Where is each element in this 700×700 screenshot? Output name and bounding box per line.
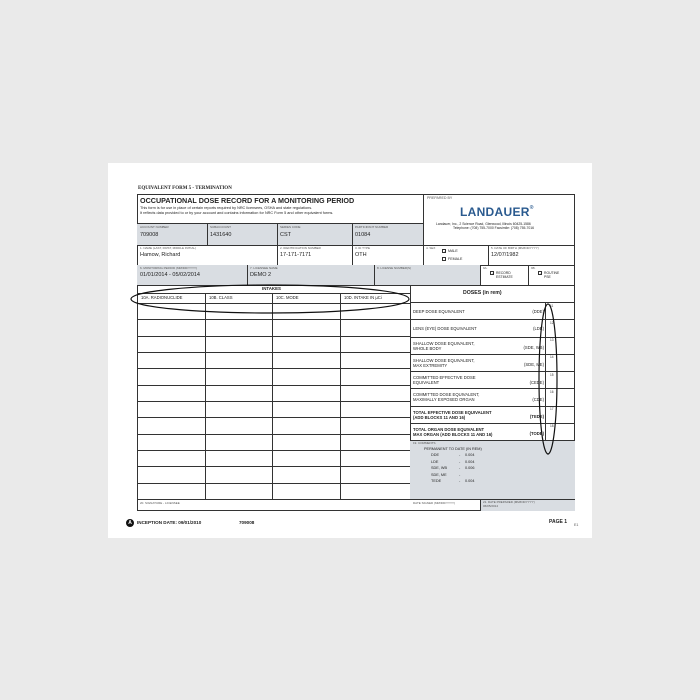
id-type: OTH [355,252,367,258]
dose-label: SHALLOW DOSE EQUIVALENT, MAX EXTREMITY [413,357,475,368]
description-line-2: It reflects data provided to or by your account and contains information for NRC Form 5 and other equivalent forms. [140,211,334,215]
sex-label: 4. SEX [426,246,436,250]
record-estimate-label: RECORD ESTIMATE [496,271,513,280]
licensee-name: DEMO 2 [250,272,272,278]
signature-label: 20. SIGNATURE - LICENSEE [140,501,180,505]
dose-row-number: 11 [550,303,554,308]
subaccount: 1431640 [210,232,232,238]
account-number: 709008 [140,232,159,238]
inception-badge: A [126,519,134,527]
landauer-logo: LANDAUER® [460,205,534,219]
dose-label: TOTAL ORGAN DOSE EQUIVALENT MAX ORGAN (ADD BLOCKS 11 AND 16) [413,426,493,437]
date-prepared: 06/05/2014 [483,504,499,508]
record-checkbox: ✓ [491,271,495,276]
comment-dose-key: SDE, WB [431,466,448,470]
dose-row-number: 12 [550,320,554,325]
dose-row-number: 17 [550,407,554,411]
prepared-by-phone: Telephone: (708) 755-7000 Facsimile: (708) 755-7016 [453,226,535,230]
comment-dose-key: SDE, ME [431,472,447,477]
form-document: EQUIVALENT FORM 5 - TERMINATION OCCUPATIONAL DOSE RECORD FOR A MONITORING PERIOD This form is for use in place of certain reports required by NRC licensees, OSHA and state regulations. It reflects data provided to or by your account and contains information for NRC Form 5 and other equivalent forms. PREPARED BY LANDAUER® Landauer, Inc., 2 Science Road, Glenwood, Illinois 60425-1586 Telephone: (708) 755-7000 Facsimile: (708) 755-7016 ACCOUNT NUMBER 709008 SUBACCOUNT 1431640 SERIES CODE CST PARTICIPANT NUMBER 01084 1. NAME (LAST, FIRST, MIDDLE INITIAL) Hamow, Richard 2. IDENTIFICATION NUMBER 17-171-7171 3. ID TYPE OTH 4. SEX ✓ MALE FEMALE 5. DATE OF BIRTH (MM/DD/YYYY) 12/07/1982 6. MONITORING PERIOD (MM/DD/YYYY) 01/01/2014 - 05/02/2014 7. LICENSEE NAME DEMO 2 8. LICENSE NUMBER(S) 9A. ✓ RECORD ESTIMATE 9B. ✓ ROUTINE PSE INTAKES DOSES (in rem) 10A. RADIONUCLIDE 10B. CLASS 10C. MODE 10D. INTAKE IN µCi DEEP DOSE EQUIVALENT (DDE) 11 LENS (EYE) DOSE EQUIVALENT (LDE) 12 SHALLOW DOSE EQUIVALENT, WHOLE BODY (SDE, WB) 13 SHALLOW DOSE EQUIVALENT, MAX EXTREMITY (SDE, ME) 14 COMMITTED EFFECTIVE DOSE EQUIVALENT (CEDE) 15 COMMITTED DOSE EQUIVALENT, MAXIMALLY EXPOSED ORGAN (CDE) 16 TOTAL EFFECTIVE DOSE EQUIVALENT (ADD BLOCKS 11 AND 16) (TEDE) 17 TOTAL ORGAN DOSE EQUIVALENT MAX ORGAN (ADD BLOCKS 11 AND 16) (TODE) 18 19. COMMENTS PERMANENT TO DATE (IN REM) DDE - 0.004 LDE - 0.004 SDE, WB - 0.006 SDE, ME - TEDE - 0.004 20. SIGNATURE - LICENSEE DATE SIGNED (MM/DD/YYYY) 21. DATE PREPARED (MM/DD/YYYY) 06/05/2014 A INCEPTION DATE: 09/01/2010 709008 PAGE 1 E1 [108,163,592,538]
comment-dose-value: 0.004 [465,459,475,464]
dose-row-number: 16 [550,389,554,394]
form-id: EQUIVALENT FORM 5 - TERMINATION [138,186,232,191]
intake-row-line [137,368,410,369]
dose-label: SHALLOW DOSE EQUIVALENT, WHOLE BODY [413,340,475,351]
comment-dose-key: LDE [431,459,439,464]
comments-heading: PERMANENT TO DATE (IN REM) [424,447,482,451]
routine-pse-label: ROUTINE PSE [544,271,560,280]
dose-abbr: (SDE, WB) [523,345,544,350]
participant-name: Hamow, Richard [140,252,181,258]
comment-dose-value: 0.004 [465,453,475,457]
id-type-label: 3. ID TYPE [355,246,370,250]
dose-row-number: 15 [550,372,554,377]
name-label: 1. NAME (LAST, FIRST, MIDDLE INITIAL) [140,246,197,250]
id-number: 17-171-7171 [280,252,312,258]
doses-header: DOSES (in rem) [463,290,502,296]
dose-label: COMMITTED EFFECTIVE DOSE EQUIVALENT [413,375,476,386]
comment-dose-value: 0.006 [465,466,475,470]
intakes-header: INTAKES [262,286,281,291]
intake-headers-ellipse [128,283,418,323]
description-line-1: This form is for use in place of certain reports required by NRC licensees, OSHA and state regulations. [140,206,313,210]
intake-row-line [137,417,410,418]
monitoring-period: 01/01/2014 - 05/02/2014 [140,272,200,278]
intake-column-header: 10A. RADIONUCLIDE [141,295,183,300]
dose-row-number: 18 [550,424,554,429]
date-prepared-label: 21. DATE PREPARED (MM/DD/YYYY) [483,500,535,504]
date-of-birth: 12/07/1982 [491,252,519,258]
prepared-by-label: PREPARED BY [427,196,453,200]
dose-row-number: 13 [550,338,554,342]
intake-column-header: 10D. INTAKE IN µCi [344,295,382,300]
dob-label: 5. DATE OF BIRTH (MM/DD/YYYY) [491,246,539,250]
dose-abbr: (CEDE) [529,379,544,385]
page-sub: E1 [574,523,579,527]
inception-date: INCEPTION DATE: 09/01/2010 [137,520,202,525]
comment-dose-value: 0.004 [465,479,475,483]
sex-male-checkbox: ✓ [443,249,447,254]
comment-dose-key: DDE [431,453,440,457]
sex-female-label: FEMALE [448,257,463,261]
form-title: OCCUPATIONAL DOSE RECORD FOR A MONITORING PERIOD [140,196,355,205]
account-number-label: ACCOUNT NUMBER [140,225,169,229]
routine-checkbox: ✓ [539,271,543,276]
record-label-num: 9A. [483,266,488,270]
monitoring-period-label: 6. MONITORING PERIOD (MM/DD/YYYY) [140,266,197,270]
series-code: CST [280,232,291,238]
dose-numbers-ellipse [534,301,564,459]
dose-abbr: (TODE) [529,431,544,437]
dose-label: COMMITTED DOSE EQUIVALENT, MAXIMALLY EXPOSED ORGAN [413,392,480,403]
participant-number-label: PARTICIPANT NUMBER [355,225,389,229]
footer-account: 709008 [239,520,255,525]
intake-row-line [137,466,410,467]
intake-row-line [137,434,410,435]
dose-abbr: (LDE) [533,325,544,331]
dose-abbr: (CDE) [532,396,544,402]
dose-abbr: (DDE) [532,308,544,314]
comments-label: 19. COMMENTS [413,441,436,445]
id-number-label: 2. IDENTIFICATION NUMBER [280,246,321,250]
series-code-label: SERIES CODE [280,225,301,229]
sex-female-checkbox [442,257,446,261]
intake-row-line [137,450,410,451]
sex-male-label: MALE [448,249,458,253]
intake-row-line [137,352,410,353]
intake-column-header: 10C. MODE [276,295,299,300]
date-signed-label: DATE SIGNED (MM/DD/YYYY) [413,501,455,505]
subaccount-label: SUBACCOUNT [210,225,232,229]
dose-label: TOTAL EFFECTIVE DOSE EQUIVALENT (ADD BLOCKS 11 AND 16) [413,409,492,420]
intake-column-header: 10B. CLASS [209,295,233,300]
comment-dose-key: TEDE [431,479,442,483]
dose-label: LENS (EYE) DOSE EQUIVALENT [413,325,477,331]
intake-row-line [137,385,410,386]
routine-label-num: 9B. [531,266,536,270]
license-number-label: 8. LICENSE NUMBER(S) [377,266,412,270]
dose-label: DEEP DOSE EQUIVALENT [413,308,465,314]
intake-row-line [137,336,410,337]
dose-row-number: 14 [550,355,554,360]
dose-abbr: (SDE, ME) [523,362,544,368]
page-number: PAGE 1 [549,519,567,525]
licensee-label: 7. LICENSEE NAME [250,266,278,270]
dose-abbr: (TEDE) [530,414,544,419]
prepared-by-address: Landauer, Inc., 2 Science Road, Glenwood, Illinois 60425-1586 [436,222,531,226]
intake-row-line [137,401,410,402]
participant-number: 01084 [355,232,371,238]
intake-row-line [137,483,410,484]
